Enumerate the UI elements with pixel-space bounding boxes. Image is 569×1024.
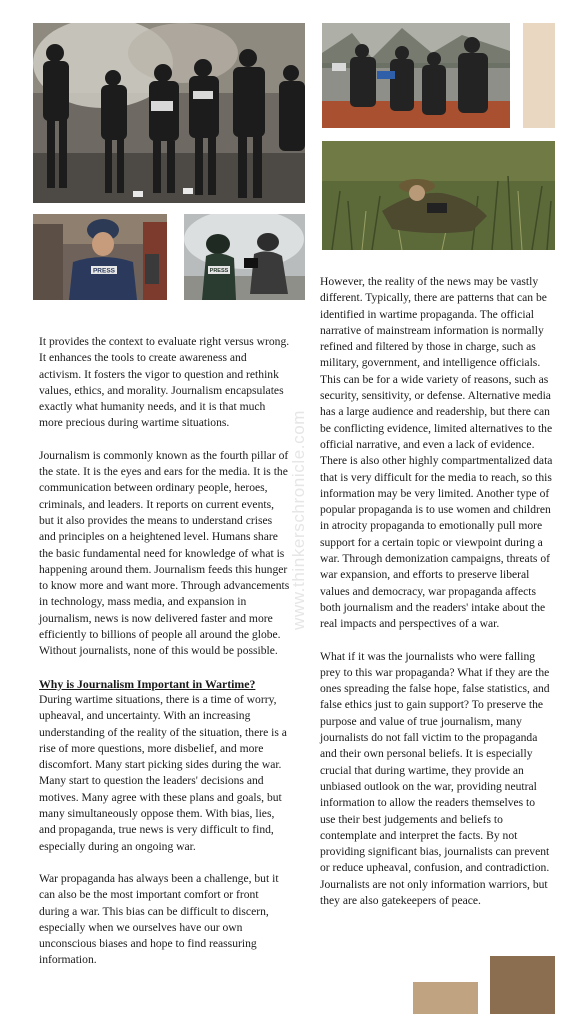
svg-text:PRESS: PRESS xyxy=(92,267,116,275)
photo-photographers-crouching xyxy=(184,214,305,300)
paragraph-what-if: What if it was the journalists who were falling prey to this war propaganda? What if they are the ones spreading the false hope, false statistics, and false ethics just to gain support? To preserve the purpose and value of true journalism, many journalists do not fall victim to the propaganda and their own personal beliefs. It is especially crucial that during wartime, they provide an unbiased outlook on the war, providing neutral information to allow the readers themselves to use their best judgements and beliefs to contemplate and interpret the facts. By not providing significant bias, journalists can prevent or reduce upheaval, confusion, and contradiction. Journalists are not only information warriors, but they are also gatekeepers of peace. xyxy=(320,649,550,907)
watermark: www.thinkerschronicle.com xyxy=(289,409,308,631)
paragraph-propaganda: War propaganda has always been a challenge, but it can also be the most important comfort or front during a war. This bias can be difficult to discern, especially when we ourselves have our own unconscious biases and hope to find reassuring information. xyxy=(39,871,279,967)
paragraph-fourth-pillar: Journalism is commonly known as the fourth pillar of the state. It is the eyes and ears for the media. It is the communication between ordinary people, heroes, criminals, and leaders. It reports on current events, but it also provides the means to understand crises and principles on a heightened level. Humans share the basic fundamental need for knowledge of what is happening around them. Journalism feeds this hunger to know more and want more. Through advancements in technology, mass media, and expansion in journalism, news is now delivered faster and more efficiently to billions of people all around the globe. Without journalists, none of this would be possible. xyxy=(39,448,290,658)
photo-journalists-in-tear-gas xyxy=(33,23,305,203)
paragraph-intro: It provides the context to evaluate right versus wrong. It enhances the tools to create awareness and activism. It fosters the vigor to question and rethink values, ethics, and morality. Journalism encapsulates exactly what humanity needs, and it is that much more precious during wartime situations. xyxy=(39,335,290,430)
decorative-swatch-tan xyxy=(413,982,478,1014)
decorative-swatch-light xyxy=(523,23,555,128)
left-column xyxy=(39,334,291,985)
photo-journalist-press-vest xyxy=(33,214,167,300)
photo-reporters-interview xyxy=(322,23,510,128)
paragraph-reality: However, the reality of the news may be vastly different. Typically, there are patterns that can be identified in wartime propaganda. The official narrative of mainstream information is normally refined and filtered by those in charge, such as military, government, and intelligence officials. This can be for a wide variety of reasons, such as security, sensitivity, or defense. Alternative media has a large audience and readership, but there can be conflicting evidence, limited alternatives to the official narrative, and even a lack of evidence. There is also other highly compartmentalized data that is very difficult for the media to reach, so this information may be very limited. Another type of popular propaganda is to use women and children in atrocity propaganda to emotionally pull more support for a certain topic or viewpoint during a war. Through demonization campaigns, threats of war expansion, and efforts to preserve liberal values and democracy, war propaganda affects both journalism and the readers' intake about the real impacts and perspectives of a war. xyxy=(320,275,553,631)
photo-journalist-in-grass xyxy=(322,141,555,250)
decorative-swatch-brown xyxy=(490,956,555,1014)
right-column xyxy=(320,274,553,925)
section-heading: Why is Journalism Important in Wartime? xyxy=(39,676,256,691)
svg-text:PRESS: PRESS xyxy=(209,268,229,274)
paragraph-wartime: During wartime situations, there is a time of worry, upheaval, and uncertainty. With an increasing understanding of the reality of the situation, there is a rise of more questions, more disbelief, and more discomfort. Many start picking sides during the war. Many start to question the leaders' decisions and motives. Many agree with these plans and goals, but many simultaneously oppose them. With bias, lies, and propaganda, true news is very difficult to find, especially during an ongoing war. xyxy=(39,692,287,853)
